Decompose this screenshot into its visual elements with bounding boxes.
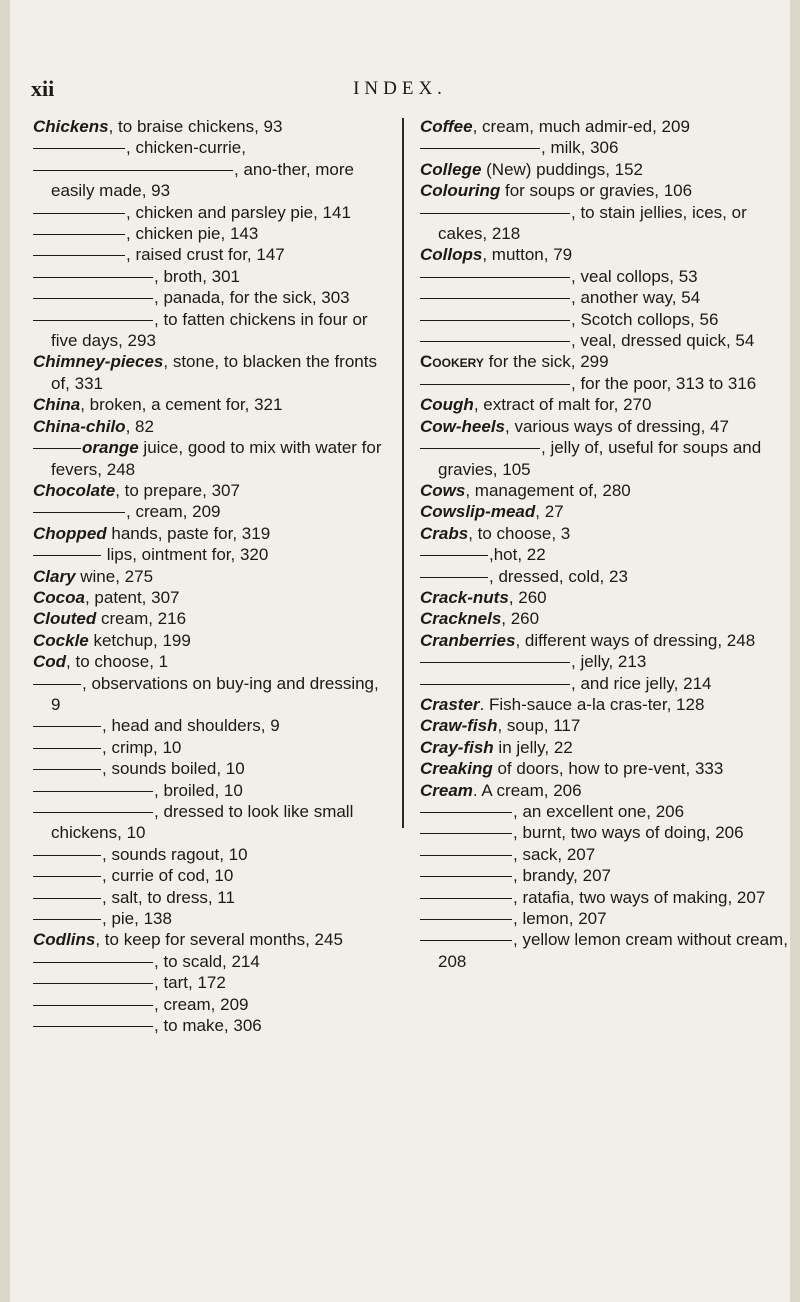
entry-text: . A cream, 206 (472, 780, 582, 800)
ditto-rule (420, 684, 570, 685)
index-entry (420, 116, 792, 137)
entry-heading: Crabs (420, 523, 469, 543)
ditto-rule (33, 726, 101, 727)
entry-text: , for the poor, 313 to 316 (571, 373, 757, 393)
entry-text: , to scald, 214 (154, 951, 260, 971)
index-entry (33, 673, 390, 716)
ditto-rule (33, 855, 101, 856)
entry-text: , observations on buy-ing and dressing, 9 (51, 673, 379, 714)
ditto-rule (33, 791, 153, 792)
ditto-rule (420, 855, 512, 856)
ditto-rule (420, 876, 512, 877)
index-entry (420, 180, 792, 201)
entry-text: in jelly, 22 (493, 737, 573, 757)
entry-heading: Cocoa (33, 587, 85, 607)
ditto-rule (420, 384, 570, 385)
entry-heading: Chickens (33, 117, 109, 136)
entry-text: , chicken and parsley pie, 141 (126, 202, 351, 222)
column-divider (402, 118, 404, 828)
index-entry (33, 951, 390, 972)
entry-heading: Cod (33, 652, 67, 672)
ditto-rule (420, 919, 512, 920)
ditto-rule (33, 876, 101, 877)
entry-text: , veal, dressed quick, 54 (571, 331, 755, 351)
index-entry (420, 737, 792, 758)
index-entry (33, 908, 390, 929)
index-entry (33, 844, 390, 865)
index-entry (33, 801, 390, 844)
index-entry (420, 244, 792, 265)
entry-text: , to braise chickens, 93 (108, 117, 283, 136)
index-entry (420, 887, 792, 908)
index-entry (420, 351, 792, 372)
entry-text: juice, good to mix with water for fevers, 248 (51, 438, 382, 479)
entry-heading: Chimney-pieces (33, 352, 164, 372)
index-entry (33, 523, 390, 544)
entry-text: , to fatten chickens in four or five days, 293 (51, 309, 368, 351)
entry-text: , management of, 280 (465, 480, 631, 500)
index-entry (420, 566, 792, 587)
index-entry (420, 694, 792, 715)
ditto-rule (420, 555, 488, 556)
index-entry (33, 1015, 390, 1036)
entry-text: ketchup, 199 (88, 630, 191, 650)
entry-text: , Scotch collops, 56 (571, 309, 719, 329)
index-entry (33, 159, 390, 202)
entry-text: , tart, 172 (154, 973, 226, 993)
index-entry (420, 544, 792, 565)
index-entry (420, 865, 792, 886)
ditto-rule (33, 448, 81, 449)
ditto-rule (420, 448, 540, 449)
index-entry (420, 758, 792, 779)
index-entry (33, 780, 390, 801)
entry-heading: Clouted (33, 609, 97, 629)
index-entry (420, 394, 792, 415)
entry-text: , ratafia, two ways of making, 207 (513, 887, 766, 907)
index-entry (33, 887, 390, 908)
entry-heading: China-chilo (33, 416, 126, 436)
index-entry (420, 780, 792, 801)
entry-heading: Cookery (420, 352, 484, 372)
ditto-rule (420, 148, 540, 149)
ditto-rule (420, 833, 512, 834)
index-entry (420, 480, 792, 501)
entry-text: , chicken-currie, (126, 138, 246, 158)
index-entry (33, 351, 390, 394)
index-entry (33, 544, 390, 565)
entry-text: , cream, 209 (154, 994, 249, 1014)
ditto-rule (33, 234, 125, 235)
ditto-rule (33, 1026, 153, 1027)
entry-text: , ano-ther, more easily made, 93 (51, 159, 355, 201)
entry-text: , an excellent one, 206 (513, 802, 685, 821)
entry-heading: Codlins (33, 930, 96, 950)
index-column-right (420, 116, 792, 972)
entry-heading: Cream (420, 780, 473, 800)
entry-text: , cream, 209 (126, 502, 221, 522)
entry-text: , another way, 54 (571, 288, 701, 308)
entry-heading: Clary (33, 566, 76, 586)
entry-text: , broth, 301 (154, 266, 241, 286)
index-entry (420, 416, 792, 437)
entry-heading: Chocolate (33, 480, 116, 500)
entry-text: , various ways of dressing, 47 (505, 416, 729, 436)
entry-text: ,hot, 22 (489, 545, 546, 565)
entry-text: , dressed to look like small chickens, 10 (51, 802, 354, 843)
index-entry (33, 437, 390, 480)
entry-heading: orange (82, 438, 139, 458)
entry-text: , dressed, cold, 23 (489, 566, 628, 586)
ditto-rule (33, 684, 81, 685)
ditto-rule (420, 341, 570, 342)
index-entry (33, 587, 390, 608)
entry-text: , chicken pie, 143 (126, 224, 259, 244)
entry-text: , pie, 138 (102, 909, 172, 929)
entry-text: , 260 (508, 587, 547, 607)
ditto-rule (33, 512, 125, 513)
entry-text: , to choose, 3 (468, 523, 571, 543)
entry-heading: Craw-fish (420, 716, 498, 736)
entry-text: , to keep for several months, 245 (95, 930, 343, 950)
entry-heading: Collops (420, 245, 483, 265)
entry-text: . Fish-sauce a-la cras-ter, 128 (479, 694, 705, 714)
entry-text: , raised crust for, 147 (126, 245, 285, 265)
ditto-rule (420, 298, 570, 299)
entry-text: , extract of malt for, 270 (473, 395, 652, 415)
index-entry (33, 309, 390, 352)
entry-text: , currie of cod, 10 (102, 866, 234, 886)
ditto-rule (420, 213, 570, 214)
entry-text: , sounds ragout, 10 (102, 844, 248, 864)
index-entry (33, 287, 390, 308)
ditto-rule (33, 898, 101, 899)
index-entry (420, 587, 792, 608)
ditto-rule (33, 148, 125, 149)
index-entry (420, 373, 792, 394)
entry-text: , jelly, 213 (571, 652, 647, 672)
ditto-rule (420, 940, 512, 941)
ditto-rule (33, 213, 125, 214)
entry-text: , brandy, 207 (513, 866, 611, 886)
entry-heading: Coffee (420, 117, 473, 136)
entry-text: , head and shoulders, 9 (102, 716, 280, 736)
entry-text: , to stain jellies, ices, or cakes, 218 (438, 202, 747, 244)
entry-heading: Cray-fish (420, 737, 494, 757)
entry-heading: Cranberries (420, 630, 516, 650)
ditto-rule (33, 170, 233, 171)
entry-heading: Chopped (33, 523, 107, 543)
index-entry (33, 758, 390, 779)
index-entry (420, 202, 792, 245)
ditto-rule (33, 919, 101, 920)
ditto-rule (33, 769, 101, 770)
index-entry (33, 865, 390, 886)
index-entry (420, 137, 792, 158)
entry-text: for the sick, 299 (483, 352, 609, 372)
index-entry (420, 523, 792, 544)
ditto-rule (420, 320, 570, 321)
index-entry (33, 630, 390, 651)
index-column-left (33, 116, 390, 1036)
entry-heading: Cockle (33, 630, 89, 650)
entry-text: , to choose, 1 (66, 652, 169, 672)
index-entry (33, 116, 390, 137)
ditto-rule (33, 298, 153, 299)
entry-text: , cream, much admir-ed, 209 (472, 117, 690, 136)
entry-text: , panada, for the sick, 303 (154, 288, 350, 308)
entry-text: of doors, how to pre-vent, 333 (492, 759, 724, 779)
entry-heading: China (33, 395, 81, 415)
entry-text: , sack, 207 (513, 844, 596, 864)
entry-text: , yellow lemon cream without cream, 208 (438, 930, 788, 971)
entry-text: wine, 275 (75, 566, 154, 586)
index-entry (33, 244, 390, 265)
index-entry (420, 844, 792, 865)
ditto-rule (420, 812, 512, 813)
entry-text: , to prepare, 307 (115, 480, 240, 500)
entry-text: hands, paste for, 319 (106, 523, 271, 543)
entry-text: , crimp, 10 (102, 737, 182, 757)
index-entry (33, 651, 390, 672)
entry-heading: Cows (420, 480, 466, 500)
entry-heading: Cracknels (420, 609, 502, 629)
index-entry (33, 480, 390, 501)
entry-text: , 27 (535, 502, 564, 522)
entry-text: , lemon, 207 (513, 909, 607, 929)
index-entry (33, 416, 390, 437)
entry-text: , different ways of dressing, 248 (515, 630, 756, 650)
index-entry (33, 266, 390, 287)
index-entry (33, 566, 390, 587)
index-entry (420, 801, 792, 822)
index-entry (420, 908, 792, 929)
entry-text: , jelly of, useful for soups and gravies, 105 (438, 438, 762, 479)
entry-text: for soups or gravies, 106 (500, 181, 693, 201)
page-edge-left (0, 0, 10, 1302)
index-entry (33, 715, 390, 736)
entry-heading: Cow-heels (420, 416, 506, 436)
ditto-rule (33, 1005, 153, 1006)
ditto-rule (420, 277, 570, 278)
ditto-rule (33, 812, 153, 813)
index-entry (33, 994, 390, 1015)
running-header: INDEX. (353, 78, 447, 99)
ditto-rule (33, 555, 101, 556)
ditto-rule (420, 662, 570, 663)
entry-text: , broiled, 10 (154, 780, 243, 800)
index-entry (420, 266, 792, 287)
index-entry (420, 929, 792, 972)
entry-heading: Craster (420, 694, 480, 714)
ditto-rule (33, 983, 153, 984)
index-entry (33, 737, 390, 758)
entry-text: (New) puddings, 152 (481, 159, 643, 179)
entry-heading: Crack-nuts (420, 587, 509, 607)
entry-text: , patent, 307 (84, 587, 180, 607)
ditto-rule (33, 320, 153, 321)
entry-heading: Cowslip-mead (420, 502, 536, 522)
index-entry (420, 630, 792, 651)
index-entry (420, 287, 792, 308)
entry-text: , 260 (501, 609, 540, 629)
index-entry (420, 159, 792, 180)
entry-text: , salt, to dress, 11 (102, 887, 235, 907)
entry-text: , veal collops, 53 (571, 266, 698, 286)
entry-text: lips, ointment for, 320 (102, 545, 269, 565)
entry-text: , and rice jelly, 214 (571, 673, 712, 693)
index-entry (420, 715, 792, 736)
index-entry (420, 673, 792, 694)
index-entry (420, 437, 792, 480)
ditto-rule (33, 962, 153, 963)
entry-text: , burnt, two ways of doing, 206 (513, 823, 744, 843)
ditto-rule (420, 898, 512, 899)
entry-heading: Cough (420, 395, 474, 415)
index-entry (33, 929, 390, 950)
entry-text: , 82 (125, 416, 154, 436)
entry-text: cream, 216 (96, 609, 187, 629)
ditto-rule (33, 748, 101, 749)
index-entry (33, 972, 390, 993)
entry-text: , soup, 117 (497, 716, 581, 736)
ditto-rule (33, 255, 125, 256)
index-entry (420, 651, 792, 672)
entry-heading: College (420, 159, 482, 179)
index-entry (420, 608, 792, 629)
entry-text: , to make, 306 (154, 1016, 262, 1036)
index-entry (33, 223, 390, 244)
entry-text: , mutton, 79 (482, 245, 573, 265)
entry-heading: Creaking (420, 759, 493, 779)
entry-text: , stone, to blacken the fronts of, 331 (51, 352, 377, 393)
entry-text: , sounds boiled, 10 (102, 759, 245, 779)
index-entry (420, 309, 792, 330)
entry-text: , broken, a cement for, 321 (80, 395, 283, 415)
page-number: xii (31, 76, 55, 101)
index-entry (420, 501, 792, 522)
index-entry (420, 822, 792, 843)
ditto-rule (420, 577, 488, 578)
index-entry (33, 202, 390, 223)
entry-heading: Colouring (420, 181, 501, 201)
index-entry (33, 608, 390, 629)
entry-text: , milk, 306 (541, 138, 619, 158)
index-entry (33, 394, 390, 415)
index-entry (33, 501, 390, 522)
ditto-rule (33, 277, 153, 278)
index-entry (420, 330, 792, 351)
index-entry (33, 137, 390, 158)
